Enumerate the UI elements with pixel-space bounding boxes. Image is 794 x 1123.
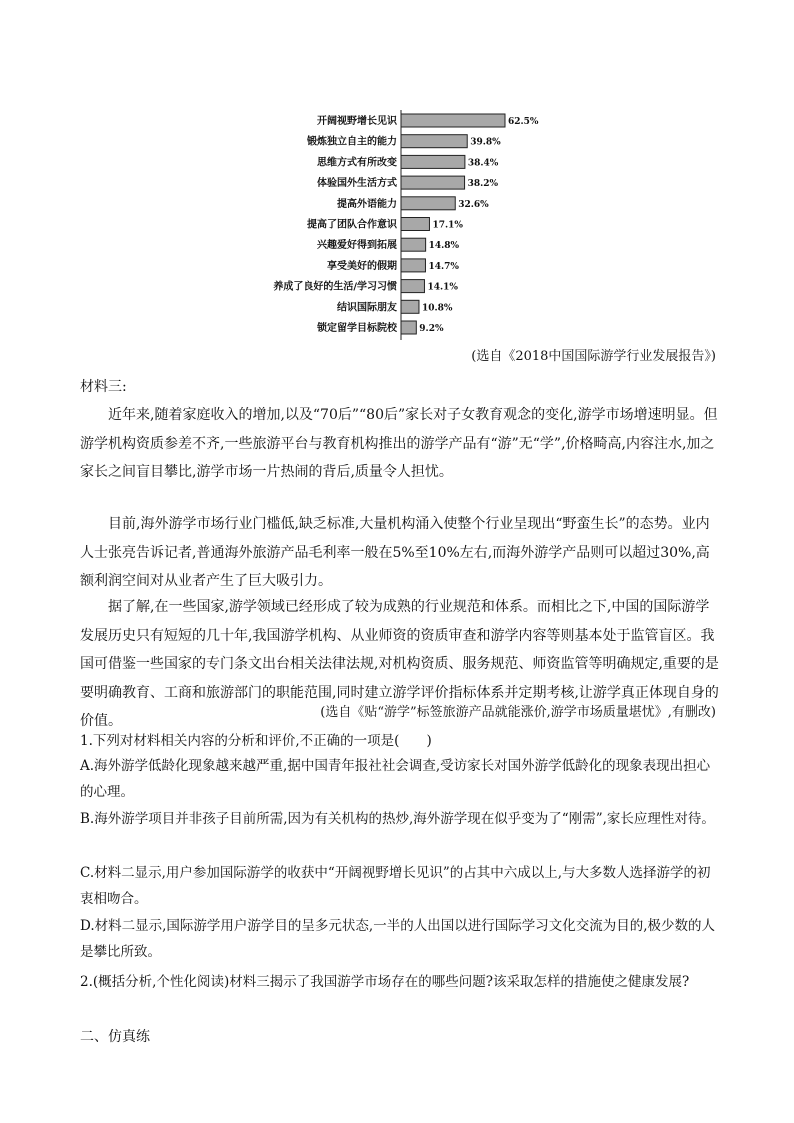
bar-category-label: 思维方式有所改变 [317,157,397,169]
bar-category-label: 提高外语能力 [337,198,397,210]
question-1-option-a: A.海外游学低龄化现象越来越严重,据中国青年报社社会调查,受访家长对国外游学低龄化的现象表现出担心的心理。 [80,758,711,800]
question-2: 2.(概括分析,个性化阅读)材料三揭示了我国游学市场存在的哪些问题?该采取怎样的措施使之健康发展? [80,974,690,990]
bar-category-label: 养成了良好的生活/学习习惯 [273,281,397,293]
question-1-stem: 1.下列对材料相关内容的分析和评价,不正确的一项是( ) [80,733,432,749]
bar-value-label: 38.4% [467,158,499,169]
bar-value-label: 14.7% [428,261,459,272]
bar [401,197,455,210]
material3-heading: 材料三: [80,379,127,395]
bar [401,259,425,272]
question-1-option-c: C.材料二显示,用户参加国际游学的收获中“开阔视野增长见识”的占其中六成以上,与大多数人选择游学的初衷相吻合。 [80,865,711,907]
material3-paragraph-3: 据了解,在一些国家,游学领域已经形成了较为成熟的行业规范和体系。而相比之下,中国的国际游学发展历史只有短短的几十年,我国游学机构、从业师资的资质审查和游学内容等则基本处于监管盲区。我国可借鉴一些国家的专门条文出台相关法律法规,对机构资质、服务规范、师资监管等明确规定,重要的是要明确教育、工商和旅游部门的职能范围,同时建立游学评价指标体系并定期考核,让游学真正体现自身的价值。 [80,599,719,729]
bar [401,176,465,189]
bar-value-label: 10.8% [421,303,453,314]
bar [401,280,424,293]
bar [401,238,426,251]
bar-value-label: 62.5% [508,117,539,127]
bar [401,135,467,148]
bar-value-label: 38.2% [467,179,499,190]
bar [401,155,465,168]
bar-chart [250,108,550,340]
material3-paragraph-1: 近年来,随着家庭收入的增加,以及“70后”“80后”家长对子女教育观念的变化,游学市场增速明显。但游学机构资质参差不齐,一些旅游平台与教育机构推出的游学产品有“游”无“学”,价格畸高,内容注水,加之家长之间盲目攀比,游学市场一片热闹的背后,质量令人担忧。 [80,407,718,480]
bar [401,218,429,231]
bar [401,321,416,334]
bar [401,114,505,127]
bar-value-label: 9.2% [419,324,444,334]
bar-value-label: 14.8% [428,241,460,252]
bar-category-label: 兴趣爱好得到拓展 [317,240,397,252]
bar-category-label: 提高了团队合作意识 [307,219,397,231]
bar [401,300,419,313]
bar-category-label: 开阔视野增长见识 [317,116,397,127]
material3-source: (选自《贴“游学”标签旅游产品就能涨价,游学市场质量堪忧》,有删改) [320,705,716,720]
chart-source: (选自《2018中国国际游学行业发展报告》) [471,349,716,364]
bar-value-label: 32.6% [458,199,489,210]
bar-category-label: 结识国际朋友 [337,302,397,314]
question-1-option-d: D.材料二显示,国际游学用户游学目的呈多元状态,一半的人出国以进行国际学习文化交流为目的,极少数的人是攀比所致。 [80,918,716,960]
section-title: 二、仿真练 [80,1029,150,1045]
bar-category-label: 体验国外生活方式 [317,178,397,190]
bar-value-label: 14.1% [427,282,458,293]
bar-value-label: 39.8% [470,137,501,148]
material3-paragraph-2: 目前,海外游学市场行业门槛低,缺乏标准,大量机构涌入使整个行业呈现出“野蛮生长”的态势。业内人士张亮告诉记者,普通海外旅游产品毛利率一般在5%至10%左右,而海外游学产品则可以超过30%,高额利润空间对从业者产生了巨大吸引力。 [80,516,710,589]
question-1-option-b: B.海外游学项目并非孩子目前所需,因为有关机构的热炒,海外游学现在似乎变为了“刚需”,家长应理性对待。 [80,811,715,827]
bar-category-label: 享受美好的假期 [327,260,397,272]
bar-value-label: 17.1% [432,220,463,231]
bar-category-label: 锻炼独立自主的能力 [307,136,397,148]
bar-category-label: 锁定留学目标院校 [317,323,397,334]
